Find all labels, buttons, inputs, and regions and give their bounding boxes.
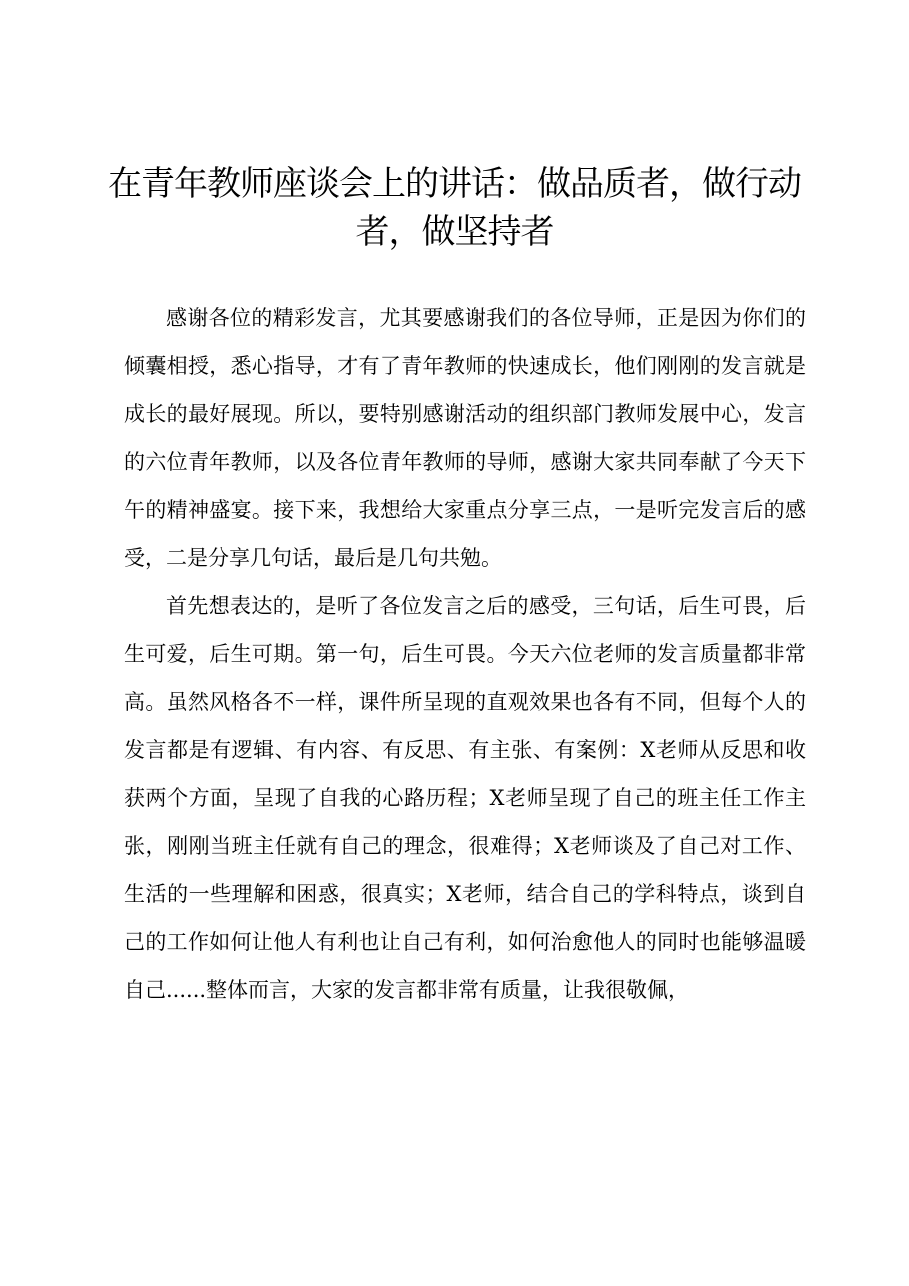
paragraph-2: 首先想表达的，是听了各位发言之后的感受，三句话，后生可畏，后生可爱，后生可期。第一句，后生可畏。今天六位老师的发言质量都非常高。虽然风格各不一样，课件所呈现的直观效果也各有不同，但每个人的发言都是有逻辑、有内容、有反思、有主张、有案例：X老师从反思和收获两个方面，呈现了自我的心路历程；X老师呈现了自己的班主任工作主张，刚刚当班主任就有自己的理念，很难得；X老师谈及了自己对工作、生活的一些理解和困惑，很真实；X老师，结合自己的学科特点，谈到自己的工作如何让他人有利也让自己有利，如何治愈他人的同时也能够温暖自己......整体而言，大家的发言都非常有质量，让我很敬佩， bbox=[124, 594, 806, 1002]
paragraph-1: 感谢各位的精彩发言，尤其要感谢我们的各位导师，正是因为你们的倾囊相授，悉心指导，才有了青年教师的快速成长，他们刚刚的发言就是成长的最好展现。所以，要特别感谢活动的组织部门教师发展中心，发言的六位青年教师，以及各位青年教师的导师，感谢大家共同奉献了今天下午的精神盛宴。接下来，我想给大家重点分享三点，一是听完发言后的感受，二是分享几句话，最后是几句共勉。 bbox=[124, 306, 806, 570]
document-body bbox=[124, 294, 806, 1014]
document-title: 在青年教师座谈会上的讲话：做品质者，做行动者，做坚持者 bbox=[108, 164, 801, 252]
